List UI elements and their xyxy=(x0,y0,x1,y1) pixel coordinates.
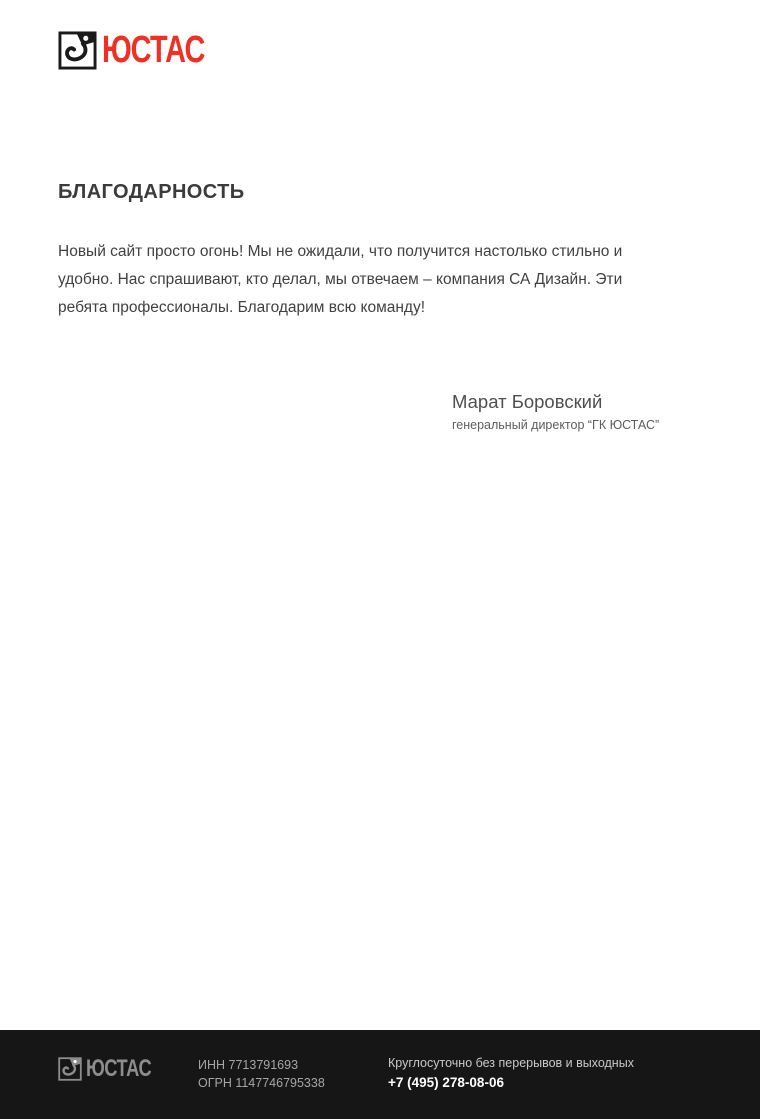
inn-value: ИНН 7713791693 xyxy=(198,1058,299,1072)
crane-hook-icon xyxy=(58,1057,82,1081)
footer-requisites xyxy=(198,1056,325,1092)
signature-name: Марат Боровский xyxy=(452,391,603,412)
brand-name: ЮСТАС xyxy=(102,29,205,71)
ogrn-value: ОГРН 1147746795338 xyxy=(198,1076,325,1090)
phone-number[interactable]: +7 (495) 278-08-06 xyxy=(388,1075,504,1090)
signature-title: генеральный директор “ГК ЮСТАС” xyxy=(452,418,660,432)
footer-brand-name: ЮСТАС xyxy=(86,1055,152,1082)
crane-hook-icon xyxy=(58,31,97,70)
working-hours: Круглосуточно без перерывов и выходных xyxy=(388,1056,634,1070)
footer xyxy=(0,1030,760,1119)
page-title: БЛАГОДАРНОСТЬ xyxy=(58,181,245,203)
header-logo xyxy=(58,31,237,70)
testimonial-text: Новый сайт просто огонь! Мы не ожидали, что получится настолько стильно и удобно. Нас спрашивают, кто делал, мы отвечаем – компания СА Дизайн. Эти ребята профессионалы. Благодарим всю команду! xyxy=(58,243,623,316)
signature-block xyxy=(452,391,659,433)
footer-logo xyxy=(58,1057,172,1081)
footer-contacts xyxy=(388,1055,634,1092)
